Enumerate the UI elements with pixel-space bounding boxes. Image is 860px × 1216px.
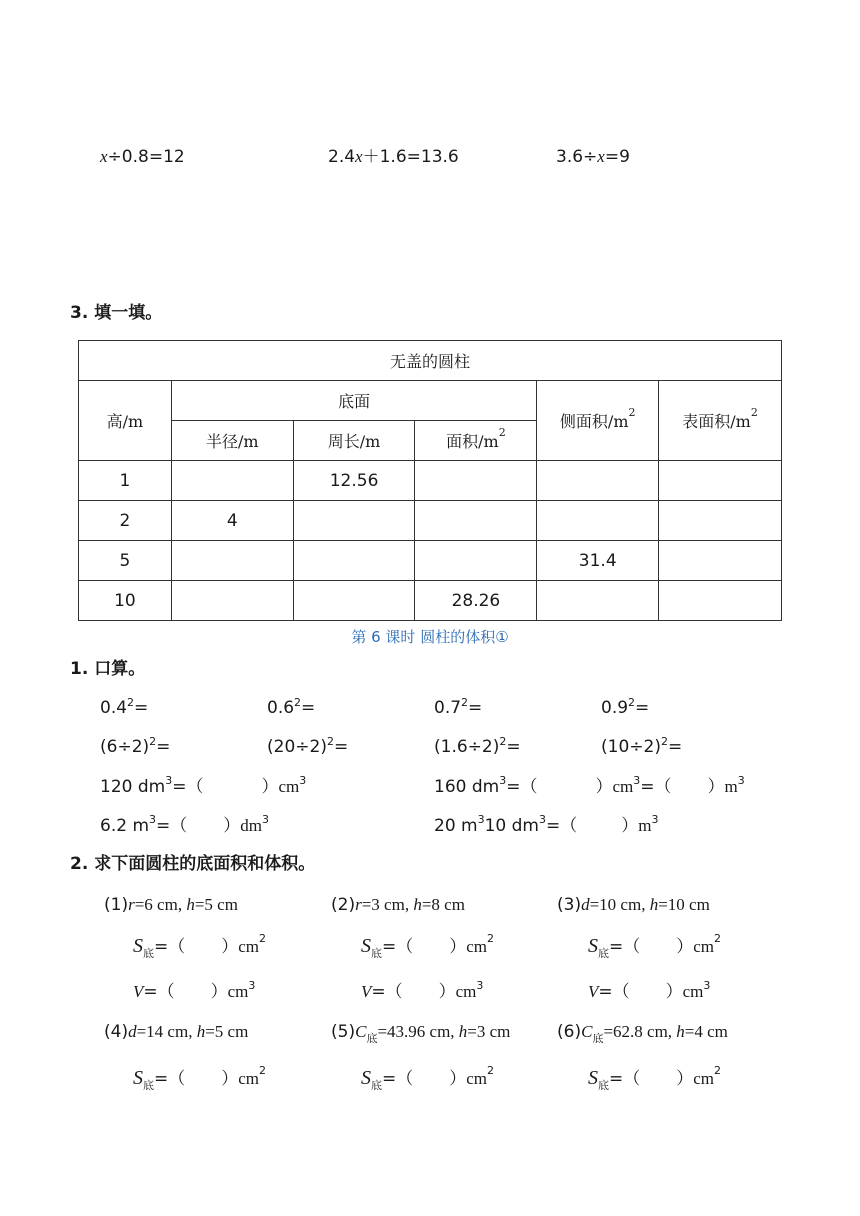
mental-calc-b2: $(20\div 2)^2=$ [267,735,349,757]
cell[interactable] [171,541,293,581]
table-title: 无盖的圆柱 [79,341,782,381]
cell: 2 [79,501,172,541]
mental-calc-a3: $0.7^2=$ [434,696,483,718]
problem-1: (1)r=6 cm, h=5 cm [104,895,238,915]
base-area-4: $S_底=$（ ）$cm^2$ [133,1064,267,1092]
mental-calc-a2: $0.6^2=$ [267,696,316,718]
mental-calc-b4: $(10\div 2)^2=$ [601,735,683,757]
header-circumference: 周长/m [293,421,415,461]
cell[interactable] [293,581,415,621]
cell[interactable] [659,541,782,581]
cell[interactable] [171,581,293,621]
header-side-area: 侧面积$/m^2$ [537,381,659,461]
base-area-5: $S_底=$（ ）$cm^2$ [361,1064,495,1092]
mental-calc-a4: $0.9^2=$ [601,696,650,718]
question-1-heading: 1. 口算。 [70,659,146,679]
cell[interactable] [171,461,293,501]
cell[interactable] [293,541,415,581]
cell: 5 [79,541,172,581]
table-row [79,461,782,501]
cell: 1 [79,461,172,501]
cell: 12.56 [293,461,415,501]
cell[interactable] [415,501,537,541]
header-base: 底面 [171,381,536,421]
question-2-heading: 2. 求下面圆柱的底面积和体积。 [70,854,316,874]
equation-1: x÷0.8=12 [100,147,185,167]
table-row [79,581,782,621]
cell[interactable] [659,581,782,621]
problem-2: (2)r=3 cm, h=8 cm [331,895,465,915]
volume-2: V=（ ）$cm^3$ [361,979,484,1002]
mental-calc-a1: $0.4^2=$ [100,696,149,718]
header-area: 面积$/m^2$ [415,421,537,461]
volume-3: V=（ ）$cm^3$ [588,979,711,1002]
base-area-2: $S_底=$（ ）$cm^2$ [361,932,495,960]
mental-calc-b3: $(1.6\div 2)^2=$ [434,735,521,757]
base-area-6: $S_底=$（ ）$cm^2$ [588,1064,722,1092]
conversion-d2: 20 $m^310$ $dm^3=$（ ）$m^3$ [434,813,659,836]
cell[interactable] [537,581,659,621]
table-row [79,541,782,581]
header-height: 高/m [79,381,172,461]
base-area-3: $S_底=$（ ）$cm^2$ [588,932,722,960]
lesson-title: 第 6 课时 圆柱的体积① [351,628,509,646]
problem-4: (4)d=14 cm, h=5 cm [104,1022,249,1042]
cell[interactable] [415,541,537,581]
cell: 28.26 [415,581,537,621]
base-area-1: $S_底=$（ ）$cm^2$ [133,932,267,960]
cell[interactable] [659,461,782,501]
cell[interactable] [659,501,782,541]
cell[interactable] [415,461,537,501]
problem-3: (3)d=10 cm, h=10 cm [557,895,710,915]
cell: 31.4 [537,541,659,581]
header-radius: 半径/m [171,421,293,461]
mental-calc-b1: $(6\div 2)^2=$ [100,735,171,757]
section-3-heading: 3. 填一填。 [70,303,163,323]
table-row [79,501,782,541]
problem-6: $(6)C_底=62.8$ cm, h=4 cm [557,1022,728,1045]
cell[interactable] [537,461,659,501]
conversion-c2: 160 $dm^3=$（ ）$cm^3=$（ ）$m^3$ [434,774,745,797]
header-surface-area: 表面积$/m^2$ [659,381,782,461]
conversion-d1: 6.2 $m^3=$（ ）$dm^3$ [100,813,269,836]
cylinder-table [78,340,782,621]
cell[interactable] [293,501,415,541]
equation-3: 3.6÷x=9 [556,147,630,167]
volume-1: V=（ ）$cm^3$ [133,979,256,1002]
equation-2: 2.4x＋1.6=13.6 [328,147,459,167]
cell[interactable] [537,501,659,541]
cell: 10 [79,581,172,621]
problem-5: $(5)C_底=43.96$ cm, h=3 cm [331,1022,511,1045]
conversion-c1: 120 $dm^3=$（ ）$cm^3$ [100,774,307,797]
cell: 4 [171,501,293,541]
